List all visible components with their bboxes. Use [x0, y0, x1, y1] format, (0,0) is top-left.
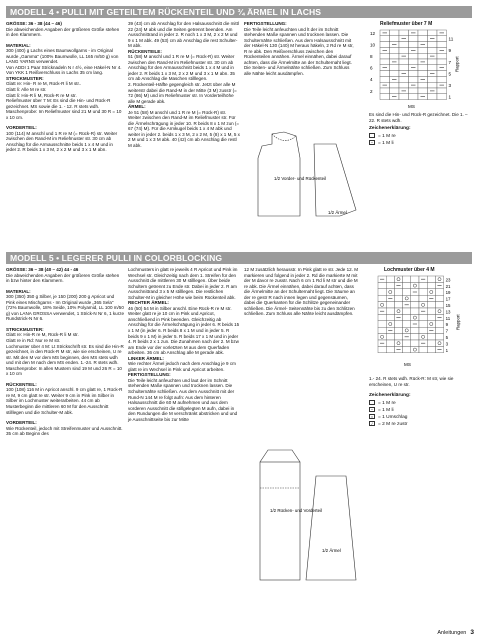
m5-chart-title: Lochmuster über 4 M [384, 267, 435, 273]
row-number-right: 9 [445, 322, 449, 328]
chart-cell [378, 321, 386, 327]
text-paragraph: GRÖSSE: 36 - 38 (44 – 46) [6, 21, 62, 26]
text-paragraph: Wie Rückenteil, jedoch mit Streifenmuster und Ausschnitt. 35 cm ab Beginn des [6, 425, 123, 437]
chart-cell [427, 302, 435, 308]
text-paragraph: GRÖSSE: 36 – 38 (40 – 42) 44 - 46 [6, 267, 79, 272]
chart-cell [409, 53, 419, 59]
chart-cell [437, 53, 447, 59]
m4-column-2 [128, 21, 240, 149]
chart-cell [399, 82, 409, 88]
chart-cell [394, 289, 402, 295]
m5-key-item: = 1 M re [369, 400, 411, 407]
chart-cell [428, 30, 438, 36]
row-number-right: 3 [445, 341, 449, 347]
m5-key-item: ○ = 1 Umschlag [370, 414, 408, 420]
row-number-right: 15 [445, 303, 451, 308]
text-paragraph: Lochmusters in glatt re jeweils 4 R Apricot und Pink im Wechsel str. Gleichzeitig nach dem 1. Streifen für den Ausschnitt die mittleren 30 M stilllegen. Über beide Schultern getrennt zu Ende str. Dabei in jeder 2. R am Ausschnittrand 3 x 5 M stilllegen. Die restlichen Schulter-M in gleicher Höhe wie beim Rückenteil abk. [128, 267, 238, 300]
row-number-right: 21 [445, 283, 451, 289]
text-paragraph: RÜCKENTEILE: [128, 48, 162, 54]
text-paragraph: VORDERTEIL: [6, 125, 37, 131]
chart-cell [403, 308, 411, 314]
m5-schematic-body-label: 1/2 Rücken- und Vorderteil [270, 508, 322, 513]
chart-cell [378, 295, 386, 301]
chart-cell [418, 30, 428, 36]
chart-cell [399, 76, 409, 82]
row-number-right: 11 [445, 315, 451, 321]
chart-cell [380, 36, 390, 42]
chart-cell [378, 334, 386, 340]
chart-cell [437, 88, 447, 94]
m4-key [369, 126, 411, 147]
text-paragraph: 300 (400) g Lachs eines Baumwollgarns - im Original wurde „Gamma" (100% Baumwolle, LL 165 m/50 g) von LANG YARNS verwendet. [6, 48, 119, 65]
chart-cell [403, 346, 411, 352]
text-paragraph: STRICKMUSTER: [6, 326, 44, 332]
chart-cell [435, 302, 443, 308]
chart-cell [380, 53, 390, 59]
chart-cell [399, 65, 409, 71]
chart-cell [380, 71, 390, 77]
m5-column-1 [6, 267, 124, 437]
text-paragraph: 39 (43) cm ab Anschlag für den Halsausschnitt die mittl 22 (24) M abk und die Seiten getrennt beenden. Am Ausschnittrand in jeder 2. R noch 1 x 3 M, 2 x 2 M und 9 x 1 M abk. 49 (53) cm ab Anschlag die rest Schulter-M abk. [128, 21, 239, 49]
row-number-left: 12 [370, 30, 376, 36]
text-paragraph: Wie rechter Ärmel jedoch nach dem Anschlag je 9 cm glatt re im Wechsel in Pink und Apricot arbeiten. [128, 361, 236, 372]
chart-cell [419, 334, 427, 340]
chart-cell [403, 289, 411, 295]
chart-cell [435, 334, 443, 340]
ms-label: MS [408, 104, 415, 109]
chart-cell [403, 282, 411, 288]
chart-cell [386, 289, 394, 295]
chart-cell [437, 36, 447, 42]
row-number-right: 19 [445, 290, 451, 296]
chart-cell [419, 282, 427, 288]
chart-cell [390, 53, 400, 59]
chart-cell [427, 346, 435, 352]
text-paragraph: Die Teile leicht anfeuchten und laut der im Schnitt stehenden Maße spannen und trocknen lassen. Die Schulternähte schließen. Aus dem Ausschnitt mit der Rund-N 144 M re folgt aufn: Aus dem hinteren Halsausschnitt die 60 M aufnehmen und aus dem vorderen Ausschnitt die stillgelegten M aufn, dabei in den Rundungen die M verschränkt abstricken und und je Ausschnittseite bis zur Mitte [128, 377, 238, 422]
m4-schematic [244, 118, 370, 230]
m4-schematic-body-label: 1/2 Vorder- und Rückenteil [274, 176, 326, 181]
m5-column-3 [244, 267, 360, 317]
chart-cell [437, 42, 447, 48]
chart-cell [378, 302, 386, 308]
chart-cell [435, 308, 443, 314]
chart-cell [390, 47, 400, 53]
m5-column-2 [128, 267, 240, 422]
chart-cell [419, 302, 427, 308]
chart-cell [399, 42, 409, 48]
chart-cell [411, 346, 419, 352]
chart-cell [386, 346, 394, 352]
chart-cell [427, 334, 435, 340]
row-number-left: 4 [370, 77, 373, 83]
footer-label: Anleitungen [437, 630, 467, 636]
chart-cell [411, 295, 419, 301]
text-paragraph: Maschenprobe: Im Reliefmuster sind 21 M und 30 R = 10 x 10 cm. [6, 109, 122, 120]
chart-cell [419, 346, 427, 352]
text-paragraph: 2. Rückenteil-Hälfte gegengleich str. Jetzt über alle M weiterstr dabei die Rand-M in der Mitte (3 M) zusstr (= 72 (86) M) und im Reliefmuster str. In Vorderteilhöhe alle M gerade abk. [128, 82, 237, 104]
chart-cell [386, 340, 394, 346]
chart-cell [411, 340, 419, 346]
chart-cell [418, 53, 428, 59]
text-paragraph: Glatt re in Rd: Nur re M str. [6, 338, 61, 344]
chart-cell [394, 321, 402, 327]
text-paragraph: Die abweichenden Angaben der größeren Größe stehen in den Klammern. [6, 26, 120, 38]
chart-cell [409, 76, 419, 82]
text-paragraph: Lochmuster über 4 M: Lt Strickschrift str. Es sind die Hin-R gezeichnet, in den Rück-R M str, wie sie erscheinen, U re str. Mit den M vor dem MS beginnen, den MS stets wdh und mit den M nach dem MS enden. 1.-24. R stets wdh. [6, 343, 124, 366]
row-number-right: 5 [448, 71, 452, 77]
m5-schematic-sleeve-label: 1/2 Ärmel [322, 548, 341, 553]
chart-cell [427, 314, 435, 320]
chart-cell [409, 94, 419, 100]
text-paragraph: ÄRMEL: [128, 104, 146, 110]
chart-cell [411, 334, 419, 340]
row-number-left: 10 [370, 42, 376, 48]
chart-cell [428, 65, 438, 71]
rapport-label: Rapport [454, 56, 460, 72]
ms-label: MS [404, 362, 411, 367]
chart-cell [386, 314, 394, 320]
chart-cell [378, 282, 386, 288]
chart-cell [403, 276, 411, 282]
chart-cell [437, 71, 447, 77]
row-number-right: 1 [445, 347, 449, 353]
model5-header: MODELL 5 • LEGERER PULLI IN COLORBLOCKING [6, 252, 472, 264]
text-paragraph: Glatt re: Hin-R re M, Rück-R li M str. [6, 332, 79, 338]
m5-key-item: / = 2 M re zustr [369, 421, 411, 428]
chart-cell [390, 88, 400, 94]
chart-cell [394, 334, 402, 340]
row-number-right: 1 [448, 94, 452, 100]
chart-cell [428, 76, 438, 82]
chart-cell [390, 71, 400, 77]
chart-cell [378, 289, 386, 295]
chart-cell [411, 308, 419, 314]
chart-cell [399, 59, 409, 65]
model4-header: MODELL 4 • PULLI MIT GETEILTEM RÜCKENTEIL UND ¾ ÄRMEL IN LACHS [6, 6, 472, 18]
chart-cell [428, 47, 438, 53]
chart-cell [437, 76, 447, 82]
chart-cell [403, 340, 411, 346]
chart-cell [394, 308, 402, 314]
chart-cell [418, 88, 428, 94]
chart-cell [394, 327, 402, 333]
row-number-left: 2 [370, 88, 373, 94]
chart-cell [380, 88, 390, 94]
row-number-left: 6 [370, 65, 373, 71]
chart-cell [394, 340, 402, 346]
m5-key-title: Zeichenerklärung: [369, 393, 411, 398]
row-number-right: 7 [445, 328, 449, 334]
text-paragraph: Glatt li: Alle M re str. [6, 87, 47, 93]
text-paragraph: Die Teile leicht anfeuchten und lt der im Schnitt stehenden Maße spannen und trocknen lassen. Die Schulternähte schließen. Aus dem Halsausschnitt mit der Häkel-N 130 (140) M heraus häkeln, 2 Rd re M str, R re abk. Den Reißverschluss zwischen den Rückenteilen annähen. Ärmel einnähen, dabei darauf achten, dass die Ärmelmitte an der Schulternaht liegt. Die Seiten- und Ärmelnähte schließen. Zum Schluss alle Nähte leicht ausdämpfen. [244, 26, 354, 76]
text-paragraph: Glatt re: Hin- R re M, Rück-R li M str.. [6, 81, 82, 87]
text-paragraph: FERTIGSTELLUNG: [244, 21, 287, 26]
chart-cell [437, 59, 447, 65]
text-paragraph: Reliefmuster über 7 M: Es sind die Hin- und Rück-R gezeichnet. MS sowie die 1. - 12. R stets wdh. [6, 98, 111, 109]
chart-cell [418, 71, 428, 77]
text-paragraph: FERTIGSTELLUNG: [128, 372, 171, 378]
chart-cell [411, 276, 419, 282]
chart-cell [427, 276, 435, 282]
m4-key-title: Zeichenerklärung: [369, 126, 411, 131]
chart-cell [390, 82, 400, 88]
chart-cell [380, 94, 390, 100]
chart-cell [378, 314, 386, 320]
text-paragraph: MATERIAL: [6, 42, 31, 48]
chart-cell [409, 88, 419, 94]
chart-cell [386, 308, 394, 314]
text-paragraph: MATERIAL: [6, 288, 31, 294]
text-paragraph: VORDERTEIL: [6, 420, 37, 426]
chart-cell [394, 276, 402, 282]
chart-cell [394, 295, 402, 301]
chart-cell [386, 282, 394, 288]
text-paragraph: 100 (108) 116 M in Apricot anschl. 9 cm glatt re, 1 Rück-R re M, 9 cm glatt re str. Weiter 9 cm in Pink im Silber in Silber im Lochmuster weiterarbeiten. 44 cm ab Musterbeginn die mittleren 60 M für den Ausschnitt stilllegen und die Schulter-M abk. [6, 387, 123, 415]
text-paragraph: 46 (50) 54 M in Silber anschl. Eine Rück-R re M str. Weiter glatt re je 10 cm in Pink und Apricot, anschließend in Pink beenden. Gleichzeitig ab Anschlag für die Ärmelschrägung in jeder 6. R beids 15 x 1 M (in jeder 6. R beids 8 x 1 M und in jeder 5. R beids 9 x 1 M) in jeder 5. R beids 17 x 1 M und in jeder 4. R beids 2 x 1 zun. Die Zunahmen nach der 2. M bzw am Ende vor der vorletzten M aus dem Querfaden arbeiten. 36 cm ab Anschlag alle M gerade abk. [128, 305, 240, 356]
chart-cell [418, 82, 428, 88]
chart-cell [409, 42, 419, 48]
row-number-right: 5 [445, 335, 449, 340]
m5-key [369, 393, 411, 429]
m5-schematic [244, 432, 370, 612]
row-number-right: 9 [448, 48, 452, 54]
chart-cell [380, 42, 390, 48]
chart-cell [411, 314, 419, 320]
chart-cell [435, 276, 443, 282]
chart-cell [380, 59, 390, 65]
m4-chart-title: Reliefmuster über 7 M [380, 21, 433, 27]
chart-cell [435, 327, 443, 333]
m4-chart-note: Es sind die Hin- und Rück-R gezeichnet. Die 1. – 22. R stets wdh. [369, 112, 468, 123]
text-paragraph: 100 (114) M anschl und 1 R re M (= Rück-R) str. Weiter zwischen den Rand-M im Reliefmuster str. 30 cm ab Anschlag für die Armausschnitte beids 1 x 4 M und in jeder 2. R beids 1 x 3 M, 2 x 2 M und 3 x 1 M abn. [6, 130, 118, 153]
text-paragraph: Maschenprobe: In allen Mustern sind 19 M und 26 R = 10 x 10 cm [6, 365, 122, 377]
chart-cell [419, 289, 427, 295]
chart-cell [411, 302, 419, 308]
chart-cell [403, 327, 411, 333]
chart-cell [428, 94, 438, 100]
chart-cell [435, 340, 443, 346]
chart-cell [427, 340, 435, 346]
chart-cell [386, 334, 394, 340]
chart-cell [403, 314, 411, 320]
chart-cell [386, 276, 394, 282]
text-paragraph: Die abweichenden Angaben der größeren Größe stehen in bzw hinter den Klammern. [6, 272, 120, 284]
chart-cell [418, 47, 428, 53]
chart-cell [399, 47, 409, 53]
chart-cell [409, 59, 419, 65]
text-paragraph: Je 51 (58) M anschl und 1 R re M (= Rück-R) str. Weiter zwischen den Rand-M im Reliefmuster str. Für die Ärmelschrägung in jeder 10. R beids 8 x 1 M zun (= 67 (74) M). Für die Armkugel beids 1 x 4 M abk und weiter in jeder 2. beids 1 x 3 M, 2 x 2 M, 5 (8) x 1 M, 5 x 2 M und 1 x 3 M abk. 40 (42) cm ab Anschlag die restl M abk. [128, 109, 240, 149]
chart-cell [427, 282, 435, 288]
page-footer [437, 629, 474, 636]
row-number-right: 17 [445, 296, 451, 302]
chart-cell [390, 36, 400, 42]
chart-cell [380, 76, 390, 82]
m4-key-item: = 1 M re [369, 133, 411, 140]
chart-cell [427, 321, 435, 327]
row-number-right: 23 [445, 277, 451, 283]
text-paragraph: RECHTER ÄRMEL: [128, 300, 169, 306]
chart-cell [394, 302, 402, 308]
row-number-left: 8 [370, 54, 373, 59]
chart-cell [411, 282, 419, 288]
chart-cell [428, 42, 438, 48]
chart-cell [399, 94, 409, 100]
chart-cell [403, 295, 411, 301]
chart-cell [435, 321, 443, 327]
chart-cell [378, 346, 386, 352]
chart-cell [437, 94, 447, 100]
chart-cell [386, 302, 394, 308]
m4-column-3 [244, 21, 356, 76]
chart-cell [427, 289, 435, 295]
text-paragraph: 12 M zusätzlich herausstr. In Pink glatt re str. Jede 12. M markieren und folgend in jeder 2. Rd die markierte M mit der M davor re zusstr. Nach 6 cm 1 Rd li M str und die M re abk. Die Ärmel einnähen, dabei darauf achten, dass die Ärmelmitte an der Schulternaht liegt. Die Säume an der re gestr R nach innen legen und gegensäumen, dabei die Querkanten für die Schlitze gegeneinander schließen. Die Ärmel- Seitennähte bis zu den Schlitzen schließen. Zum Schluss alle Nähte leicht ausdämpfen. [244, 267, 358, 317]
text-paragraph: Von YKK 1 Reißverschluss in Lachs 35 cm lang. [6, 70, 104, 76]
m5-chart-note: 1.- 24. R stets wdh. Rück-R: M str, wie sie erscheinen, U re str. [369, 376, 454, 387]
chart-cell [418, 36, 428, 42]
chart-cell [419, 295, 427, 301]
text-paragraph: 300 (350) 350 g Silber, je 150 (200) 200 g Apricot und Pink eines Mischgarns - Im Original wurde „365 Sela" (72% Baumwolle, 18% Seide, 10% Polyamid, LL 100 m/50 g) von LANA GROSSA verwendet, 1 Strick-N Nr 6, 1 kurze Rundstrick-N Nr 6. [6, 294, 125, 322]
m4-column-1 [6, 21, 124, 153]
chart-cell [428, 59, 438, 65]
chart-cell [419, 321, 427, 327]
m5-lace-chart [376, 274, 474, 377]
chart-cell [409, 36, 419, 42]
chart-cell [378, 327, 386, 333]
row-number-right: 11 [448, 36, 454, 42]
text-paragraph: RÜCKENTEIL: [6, 381, 37, 387]
chart-cell [390, 65, 400, 71]
row-number-right: 7 [448, 59, 452, 65]
text-paragraph: LINKER ÄRMEL: [128, 355, 164, 361]
m4-key-item: − = 1 M li [370, 139, 394, 146]
chart-cell [419, 314, 427, 320]
chart-cell [435, 289, 443, 295]
chart-cell [428, 82, 438, 88]
chart-cell [403, 321, 411, 327]
rapport-label: Rapport [455, 314, 461, 330]
chart-cell [419, 327, 427, 333]
m4-relief-chart [368, 28, 473, 115]
chart-cell [390, 30, 400, 36]
chart-cell [386, 321, 394, 327]
page-number: 3 [470, 629, 474, 636]
text-paragraph: STRICKMUSTER: [6, 75, 44, 81]
text-paragraph: Glatt li: Hin-R li M, Rück-R re M str. [6, 92, 77, 98]
chart-cell [399, 30, 409, 36]
chart-cell [435, 295, 443, 301]
chart-cell [427, 308, 435, 314]
m4-schematic-sleeve-label: 1/2 Ärmel [328, 210, 347, 215]
text-paragraph: Von ADDI 1 Paar Stricknadeln N r 4½, eine Häkel-N Nr 4. [6, 64, 122, 70]
row-number-right: 13 [445, 309, 451, 315]
chart-cell [411, 327, 419, 333]
row-number-right: 3 [448, 83, 452, 88]
m5-key-item: − = 1 M li [370, 406, 394, 413]
chart-cell [409, 71, 419, 77]
text-paragraph: 51 (58) M anschl und 1 R re M (= Rück-R) str. Weiter zwischen den Rand-M im Reliefmuster str. 30 cm ab Anschlag für den Armausschnitt beids 1 x 4 M und in jeder 2. R beids 1 x 3 M, 2 x 2 M und 3 x 1 M abn. 35 cm ab Anschlag die Maschen stilllegen. [128, 54, 235, 82]
chart-cell [418, 65, 428, 71]
